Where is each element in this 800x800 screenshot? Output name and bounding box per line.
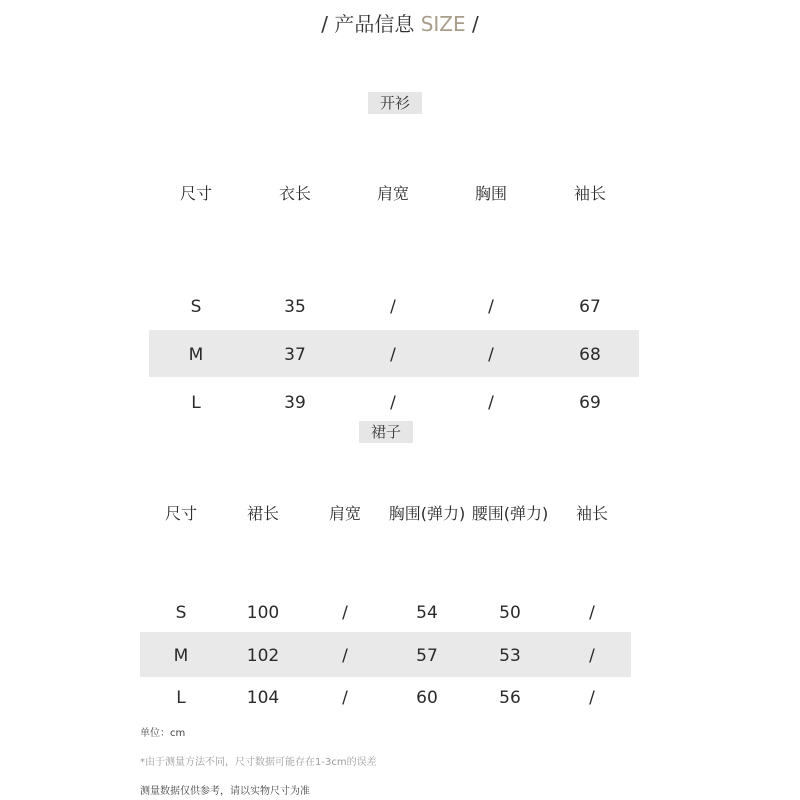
- cardigan-header-size: 尺寸: [179, 184, 213, 203]
- table-cell: 102: [246, 646, 280, 666]
- cardigan-header-length: 衣长: [278, 184, 312, 203]
- table-cell: 35: [284, 297, 306, 317]
- skirt-header-sleeve: 袖长: [575, 504, 609, 523]
- table-cell: /: [589, 688, 595, 708]
- table-cell: /: [589, 646, 595, 666]
- title-prefix: / 产品信息: [321, 12, 421, 36]
- cardigan-header-shoulder: 肩宽: [376, 184, 410, 203]
- title-suffix: /: [465, 12, 479, 36]
- table-cell: 100: [246, 603, 280, 623]
- table-cell: 60: [416, 688, 438, 708]
- table-cell: /: [589, 603, 595, 623]
- table-cell: S: [175, 603, 187, 623]
- skirt-header-shoulder: 肩宽: [328, 504, 362, 523]
- table-cell: 39: [284, 393, 306, 413]
- table-cell: /: [342, 646, 348, 666]
- table-cell: 69: [579, 393, 601, 413]
- skirt-header-size: 尺寸: [164, 504, 198, 523]
- error-note: *由于测量方法不同，尺寸数据可能存在1-3cm的误差: [140, 757, 377, 768]
- table-cell: /: [488, 393, 494, 413]
- reference-note: 测量数据仅供参考，请以实物尺寸为准: [140, 786, 310, 797]
- unit-note: 单位：cm: [140, 728, 186, 739]
- table-cell: 37: [284, 345, 306, 365]
- skirt-row-highlight: [140, 632, 631, 677]
- skirt-header-bust: 胸围(弹力): [388, 504, 466, 523]
- table-cell: S: [190, 297, 202, 317]
- table-cell: /: [488, 297, 494, 317]
- skirt-header-length: 裙长: [246, 504, 280, 523]
- table-cell: 104: [246, 688, 280, 708]
- section-label-skirt: 裙子: [359, 421, 413, 443]
- cardigan-header-sleeve: 袖长: [573, 184, 607, 203]
- table-cell: /: [342, 603, 348, 623]
- table-cell: M: [173, 646, 189, 666]
- table-cell: 53: [499, 646, 521, 666]
- table-cell: 57: [416, 646, 438, 666]
- cardigan-header-bust: 胸围: [474, 184, 508, 203]
- table-cell: 54: [416, 603, 438, 623]
- table-cell: /: [488, 345, 494, 365]
- table-cell: /: [390, 393, 396, 413]
- table-cell: /: [390, 297, 396, 317]
- table-cell: 50: [499, 603, 521, 623]
- table-cell: /: [390, 345, 396, 365]
- section-label-cardigan: 开衫: [368, 92, 422, 114]
- page-title: [0, 8, 800, 37]
- table-cell: 56: [499, 688, 521, 708]
- table-cell: 67: [579, 297, 601, 317]
- table-cell: M: [188, 345, 204, 365]
- title-accent: SIZE: [420, 12, 466, 36]
- table-cell: 68: [579, 345, 601, 365]
- skirt-header-waist: 腰围(弹力): [471, 504, 549, 523]
- table-cell: L: [176, 688, 186, 708]
- table-cell: /: [342, 688, 348, 708]
- table-cell: L: [191, 393, 201, 413]
